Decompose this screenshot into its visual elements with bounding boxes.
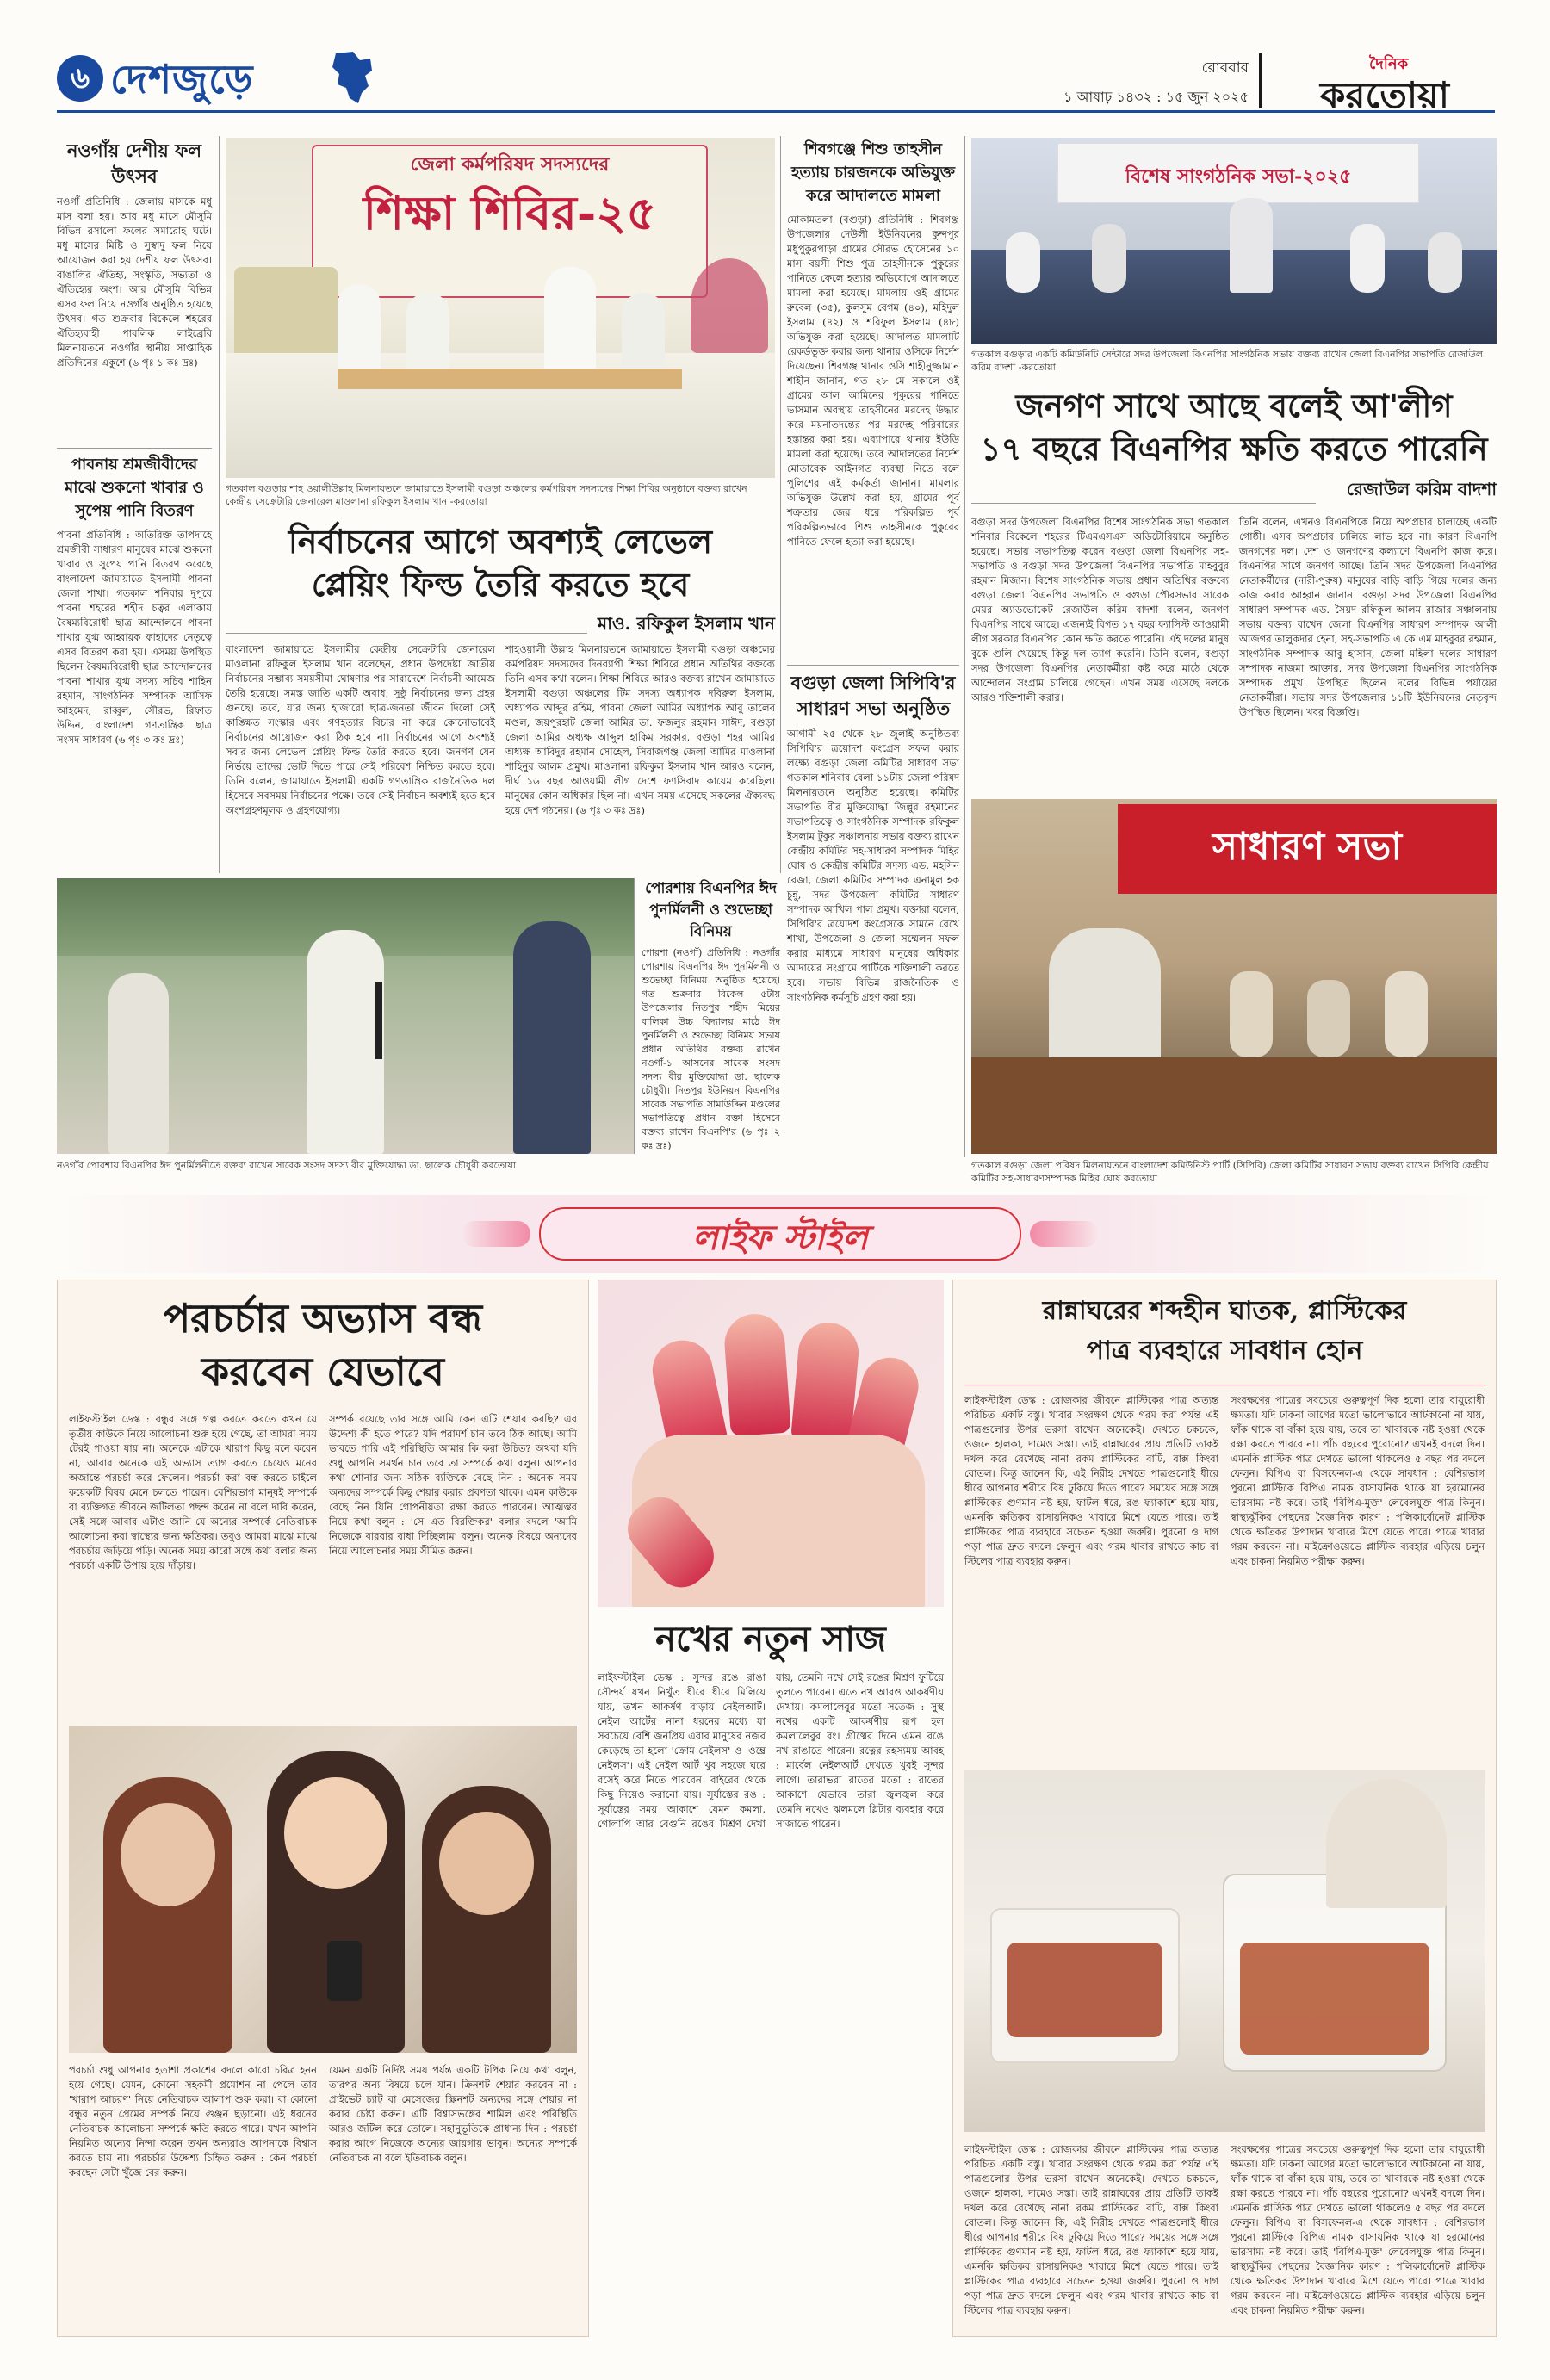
story-body-col: বগুড়া সদর উপজেলা বিএনপির বিশেষ সাংগঠনিক সভা গতকাল শনিবার বিকেলে শহরের টিএমএসএস অডিটোরিয়ামে অনুষ্ঠিত হয়েছে। সভায় সভাপতিত্ব করেন বগুড়া জেলা বিএনপির সহ-সভাপতি ও বগুড়া সদর উপজেলা বিএনপির সভাপতি মাহবুবুর রহমান মিজান। বিশেষ সাংগঠনিক সভায় প্রধান অতিথির বক্তব্যে বগুড়া জেলা বিএনপির সভাপতি ও বগুড়া পৌরসভার সাবেক মেয়র অ্যাডভোকেট রেজাউল করিম বাদশা বলেন, জনগণ বিএনপির সাথে আছে। এজন্যই বিগত ১৭ বছর ফ্যাসিস্ট আওয়ামী লীগ সরকার বিএনপির কোন ক্ষতি করতে পারেনি। এই দলের মানুষ বুকে গুলি খেয়েছে কিন্তু দল ত্যাগ করেনি। তিনি বলেন, বগুড়া সদর উপজেলা বিএনপির নেতাকর্মীরা কষ্ট করে মাঠে থেকে আন্দোলন সংগ্রাম চালিয়ে গেছেন। এখন সময় এসেছে দলকে আরও শক্তিশালী করার। [971, 516, 1229, 703]
photo-caption: গতকাল বগুড়া জেলা পরিষদ মিলনায়তনে বাংলাদেশ কমিউনিস্ট পার্টি (সিপিবি) জেলা কমিটির সাধারণ সভায় বক্তব্য রাখেন সিপিবি কেন্দ্রীয় কমিটির সহ-সাধারণসম্পাদক মিহির ঘোষ করতোয়া [971, 1160, 1489, 1184]
photo-caption: নওগাঁর পোরশায় বিএনপির ঈদ পুনর্মিলনীতে বক্তব্য রাখেন সাবেক সংসদ সদস্য বীর মুক্তিযোদ্ধা ডা. ছালেক চৌধুরী করতোয়া [57, 1160, 517, 1171]
photo-nail-art [598, 1280, 944, 1607]
story-body-col: লাইফস্টাইল ডেস্ক : বন্ধুর সঙ্গে গল্প করতে করতে কখন যে তৃতীয় কাউকে নিয়ে আলোচনা শুরু হয়ে গেছে, তা আমরা সময় টেরই পাওয়া যায় না। অনেকে এটাকে খারাপ কিছু মনে করেন না, আবার অনেকে এই অভ্যাস ত্যাগ করতে চেয়েও মনের অজান্তে পরচর্চা করে ফেলেন। পরচর্চা করা বন্ধ করতে চাইলে কয়েকটি বিষয় মেনে চলতে পারেন। বেশিরভাগ মানুষই সম্পর্কে বা ব্যক্তিগত জীবনে জটিলতা পছন্দ করেন না বলে দাবি করেন, সেই সঙ্গে আবার এটাও জানি যে অন্যের সম্পর্কে নেতিবাচক আলোচনা করা স্বাস্থ্যের জন্য ক্ষতিকর। তবুও আমরা মাঝে মাঝে পরচর্চায় জড়িয়ে পড়ি। অনেক সময় কারো সঙ্গে কথা বলার জন্য পরচর্চা একটি উপায় হয়ে দাঁড়ায়। [69, 1413, 317, 1571]
headline-line2: ১৭ বছরে বিএনপির ক্ষতি করতে পারেনি [980, 430, 1488, 468]
photo-education-camp [226, 138, 775, 478]
story-body: পাবনা প্রতিনিধি : অতিরিক্ত তাপদাহে শ্রমজীবী সাধারণ মানুষের মাঝে শুকনো খাবার ও সুপেয় পানি বিতরণ করেছে বাংলাদেশ জামায়াতে ইসলামী পাবনা জেলা শাখা। গতকাল শনিবার দুপুরে পাবনা শহরের শহীদ চত্বর এলাকায় বৈষম্যবিরোধী ছাত্র আন্দোলনে পাবনা শাখার যুগ্ম আহ্বায়ক ফাহাদের নেতৃত্বে এসব বিতরণ করা হয়। এসময় উপস্থিত ছিলেন বৈষম্যবিরোধী ছাত্র আন্দোলনের পাবনা শাখার যুগ্ম সদস্য সচিব শাহিন রহমান, সাংগঠনিক সম্পাদক আসিফ আহমেদ, রাব্বুল, সৌরভ, রিফাত উদ্দিন, বাংলাদেশ গণতান্ত্রিক ছাত্র সংসদ সাধারণ (৬ পৃঃ ৩ কঃ দ্রঃ) [57, 529, 212, 746]
lifestyle-banner [57, 1195, 1497, 1273]
issue-day: রোববার [1201, 59, 1249, 77]
photo-bnp-meeting [971, 138, 1497, 344]
story-title: বগুড়া জেলা সিপিবি'র সাধারণ সভা অনুষ্ঠিত [790, 672, 956, 719]
story-body-col: বাংলাদেশ জামায়াতে ইসলামীর কেন্দ্রীয় সেক্রেটারি জেনারেল মাওলানা রফিকুল ইসলাম খান বলেছেন, প্রধান উপদেষ্টা জাতীয় নির্বাচনের সম্ভাব্য সময়সীমা ঘোষণার পর সারাদেশে নির্বাচনী আমেজ তৈরি হয়েছে। সমস্ত জাতি একটি অবাধ, সুষ্ঠু নির্বাচনের জন্য প্রহর গুনছে। তবে, যার জন্য হাজারো ছাত্র-জনতা জীবন দিলো সেই কাঙ্ক্ষিত সংস্কার এবং গণহত্যার বিচার না করে কোনোভাবেই নির্বাচনের আয়োজন করা ঠিক হবে না। নির্বাচনের আগে অবশ্যই সবার জন্য লেভেল প্লেয়িং ফিল্ড তৈরি করতে হবে। জনগণ যেন নির্ভয়ে তাদের ভোট দিতে পারে সেই পরিবেশ নিশ্চিত করতে হবে। তিনি বলেন, জামায়াতে ইসলামী একটি গণতান্ত্রিক রাজনৈতিক দল হিসেবে সবসময় নির্বাচনের পক্ষে। তবে সেই নির্বাচন অবশ্যই হতে হবে অংশগ্রহণমূলক ও গ্রহণযোগ্য। [226, 643, 495, 816]
page-number: ৬ [70, 61, 90, 96]
photo-women-gossiping [69, 1726, 577, 2053]
story-body: মোকামতলা (বগুড়া) প্রতিনিধি : শিবগঞ্জ উপজেলার দেউলী ইউনিয়নের কুন্দপুর মধুপুকুরপাড়া গ্রামের সৌরভ হোসেনের ১০ মাস বয়সী শিশু পুত্র তাহসীনকে পুকুরের পানিতে ফেলে হত্যার অভিযোগে আদালতে মামলা করা হয়েছে। মামলায় ওই গ্রামের রুবেল (৩৫), কুলসুম বেগম (৪০), মহিদুল ইসলাম (৪২) ও শরিফুল ইসলাম (৪৮) অভিযুক্ত করা হয়েছে। আদালত মামলাটি রেকর্ডভুক্ত করার জন্য থানার ওসিকে নির্দেশ দিয়েছেন। শিবগঞ্জ থানার ওসি শাহীনুজ্জামান শাহীন জানান, গত ২৮ মে সকালে ওই গ্রামের আল আমিনের পুকুরের পানিতে ভাসমান অবস্থায় তাহসীনের মরদেহ উদ্ধার করে ময়নাতদন্তের পর মরদেহ পরিবারের হস্তান্তর করা হয়। এব্যাপারে থানায় ইউডি মামলা করা হয়েছে। তবে আদালতের নির্দেশ মোতাবেক আইনগত ব্যবস্থা নিতে বলে পুলিশের এই কর্মকর্তা জানান। মামলার অভিযুক্ত উল্লেখ করা হয়, গ্রামের পূর্ব শত্রুতার জের ধরে পরিকল্পিত পূর্ব পরিকল্পিতভাবে শিশু তাহসীনকে পুকুরের পানিতে ফেলে হত্যা করা হয়েছে। [787, 214, 959, 548]
story-body-col: সম্পর্ক রয়েছে তার সঙ্গে আমি কেন এটি শেয়ার করছি? এর উদ্দেশ্য কী হতে পারে? যদি পরামর্শ চান তবে ঠিক আছে। আমি ভাবতে পারি এই পরিস্থিতি আমার কি করা উচিত? অথবা যদি শুধু আপনি সমর্থন চান তবে তা সম্পর্কে কথা বলুন। আপনার কথা শোনার জন্য সঠিক ব্যক্তিকে বেছে নিন : অনেক সময় অন্যদের সম্পর্কে কিছু শেয়ার করার প্রবণতা থাকে। এমন কাউকে বেছে নিন যিনি গোপনীয়তা রক্ষা করতে পারবেন। আত্মম্ভর নিয়ে কথা বলুন : 'সে এত বিরক্তিকর' বলার বদলে 'আমি নিজেকে বারবার বাধা দিচ্ছিলাম' বলুন। অনেক বিষয়ে অন্যদের নিয়ে আলোচনার সময় সীমিত করুন। [329, 1413, 577, 1557]
paper-name-small: দৈনিক [1369, 55, 1409, 73]
story-body-col: যেমন একটি নির্দিষ্ট সময় পর্যন্ত একটি টপিক নিয়ে কথা বলুন, তারপর অন্য বিষয়ে চলে যান। ক্রিনশট শেয়ার করবেন না : প্রাইভেট চ্যাট বা মেসেজের স্ক্রিনশট অন্যদের সঙ্গে শেয়ার না করার চেষ্টা করুন। এটি বিশ্বাসভঙ্গের শামিল এবং পরিস্থিতি আরও জটিল করে তোলে। সহানুভূতিকে প্রাধান্য দিন : পরচর্চা করার আগে নিজেকে অন্যের জায়গায় ভাবুন। অন্যের সম্পর্কে নেতিবাচক না বলে ইতিবাচক বলুন। [329, 2064, 577, 2164]
bangladesh-map-icon [327, 50, 375, 105]
photo-caption: গতকাল বগুড়ার শাহ ওয়ালীউল্লাহ মিলনায়তনে জামায়াতে ইসলামী বগুড়া অঞ্চলের কর্মপরিষদ সদস্যদের শিক্ষা শিবির অনুষ্ঠানে বক্তব্য রাখেন কেন্দ্রীয় সেক্রেটারি জেনারেল মাওলানা রফিকুল ইসলাম খান -করতোয়া [226, 483, 747, 507]
paper-logo: করতোয়া [1320, 74, 1449, 116]
story-body-col: পরচর্চা শুধু আপনার হতাশা প্রকাশের বদলে কারো চরিত্র হনন হয়ে গেছে। যেমন, কোনো সহকর্মী প্রমোশন না পেলে তার 'খারাপ আচরণ' নিয়ে নেতিবাচক আলাপ শুরু করা। বা কোনো বন্ধুর নতুন প্রেমের সম্পর্ক নিয়ে গুঞ্জন ছড়ানো। এই ধরনের নেতিবাচক আলোচনা সম্পর্কে ক্ষতি করতে পারে। যখন আপনি নিয়মিত অন্যের নিন্দা করেন তখন অন্যরাও আপনাকে বিশ্বাস করতে চায় না। পরচর্চার উদ্দেশ্য চিহ্নিত করুন : কেন পরচর্চা করছেন সেটা খুঁজে বের করুন। [69, 2064, 317, 2179]
issue-date: ১ আষাঢ় ১৪৩২ : ১৫ জুন ২০২৫ [1063, 89, 1249, 105]
story-body: লাইফস্টাইল ডেস্ক : সুন্দর রঙে রাঙা সৌন্দর্য যখন নিখুঁত ধীরে ধীরে মিলিয়ে যায়, তখন আকর্ষণ বাড়ায় নেইলআর্ট। নেইল আর্টের নানা ধরনের মধ্যে যা সবচেয়ে বেশি জনপ্রিয় এবার মানুষের নজর কেড়েছে তা হলো 'ক্রোম নেইলস' ও 'ওম্ব্রে নেইলস'। এই নেইল আর্ট খুব সহজে ঘরে বসেই করে নিতে পারবেন। বাইরের থেকে কিছু নিয়েও করানো যায়। সূর্যাস্তের রঙ : সূর্যাস্তের সময় আকাশে যেমন কমলা, গোলাপি আর বেগুনি রঙের মিশ্রণ দেখা যায়, তেমনি নখে সেই রঙের মিশ্রণ ফুটিয়ে তুলতে পারেন। এতে নখ আরও আকর্ষণীয় দেখায়। কমলালেবুর মতো সতেজ : সুস্থ নখের একটি আকর্ষণীয় রূপ হল কমলালেবুর রং। গ্রীষ্মের দিনে এমন রঙে নখ রাঙাতে পারেন। রত্নের রহস্যময় আবহ : মার্বেল নেইলআর্ট দেখতে খুবই সুন্দর লাগে। তারাভরা রাতের মতো : রাতের আকাশে যেভাবে তারা জ্বলজ্বল করে তেমনি নখেও ঝলমলে গ্লিটার ব্যবহার করে সাজাতে পারেন। [598, 1671, 944, 1830]
page-number-badge [57, 55, 103, 102]
banner-text: জেলা কর্মপরিষদ সদস্যদের [410, 153, 610, 176]
photo-plastic-container [964, 1770, 1485, 2132]
story-body-col: লাইফস্টাইল ডেস্ক : রোজকার জীবনে প্লাস্টিকের পাত্র অত্যন্ত পরিচিত একটি বস্তু। খাবার সংরক্ষণ থেকে গরম করা পর্যন্ত এই পাত্রগুলোর উপর ভরসা রাখেন অনেকেই। দেখতে চকচকে, ওজনে হালকা, দামেও সস্তা। তাই রান্নাঘরের প্রায় প্রতিটি তাকই দখল করে রেখেছে নানা রকম প্লাস্টিকের বাটি, বাক্স কিংবা বোতল। কিন্তু জানেন কি, এই নিরীহ দেখতে পাত্রগুলোই ধীরে ধীরে আপনার শরীরে বিষ ঢুকিয়ে দিতে পারে? সময়ের সঙ্গে সঙ্গে প্লাস্টিকের গুণমান নষ্ট হয়, ফাটল ধরে, রঙ ফ্যাকাশে হয়ে যায়, এমনকি ক্ষতিকর রাসায়নিকও খাবারে মিশে যেতে পারে। তাই প্লাস্টিকের পাত্র ব্যবহারে সচেতন হওয়া জরুরি। পুরনো ও দাগ পড়া পাত্র দ্রুত বদলে ফেলুন এবং গরম খাবার রাখতে কাচ বা স্টিলের পাত্র ব্যবহার করুন। [964, 1394, 1218, 1567]
headline-line1: রান্নাঘরের শব্দহীন ঘাতক, প্লাস্টিকের [1042, 1296, 1407, 1326]
headline-line1: পরচর্চার অভ্যাস বন্ধ [163, 1295, 483, 1342]
story-body: আগামী ২৫ থেকে ২৮ জুলাই অনুষ্ঠিতব্য সিপিবি'র ত্রয়োদশ কংগ্রেস সফল করার লক্ষ্যে বগুড়া জেলা কমিটির সাধারণ সভা গতকাল শনিবার বেলা ১১টায় জেলা পরিষদ মিলনায়তনে অনুষ্ঠিত হয়েছে। কমিটির সভাপতি বীর মুক্তিযোদ্ধা জিল্লুর রহমানের সভাপতিত্বে ও সাংগঠনিক সম্পাদক রফিকুল ইসলাম টুকুর সঞ্চালনায় সভায় বক্তব্য রাখেন কেন্দ্রীয় কমিটির সহ-সাধারণ সম্পাদক মিহির ঘোষ ও কেন্দ্রীয় কমিটির সদস্য এড. মহসিন রেজা, জেলা কমিটির সম্পাদক এনামুল হক চুন্নু, সদর উপজেলা কমিটির সাধারণ সম্পাদক আখিল পাল প্রমুখ। বক্তারা বলেন, সিপিবি'র ত্রয়োদশ কংগ্রেসকে সামনে রেখে শাখা, উপজেলা ও জেলা সম্মেলন সফল করার মাধ্যমে সাধারণ মানুষের অধিকার আদায়ের সংগ্রামে পার্টিকে শক্তিশালী করতে হবে। সভায় বিভিন্ন রাজনৈতিক ও সাংগঠনিক কর্মসূচি গ্রহণ করা হয়। [787, 728, 959, 1003]
headline-line2: প্লেয়িং ফিল্ড তৈরি করতে হবে [311, 565, 690, 604]
photo-caption: গতকাল বগুড়ার একটি কমিউনিটি সেন্টারে সদর উপজেলা বিএনপির সাংগঠনিক সভায় বক্তব্য রাখেন জেলা বিএনপির সভাপতি রেজাউল করিম বাদশা -করতোয়া [971, 349, 1484, 373]
story-title: নওগাঁয় দেশীয় ফল উৎসব [66, 139, 202, 187]
masthead [0, 0, 1550, 136]
headline-line1: নির্বাচনের আগে অবশ্যই লেভেল [288, 522, 713, 561]
headline-line1: জনগণ সাথে আছে বলেই আ'লীগ [1015, 387, 1453, 425]
story-title: নখের নতুন সাজ [655, 1619, 886, 1659]
story-body-col: তিনি বলেন, এখনও বিএনপিকে নিয়ে অপপ্রচার চালাচ্ছে একটি গোষ্ঠী। এসব অপপ্রচার চালিয়ে লাভ হবে না। কারণ বিএনপি জনগণের দল। দেশ ও জনগণের কল্যাণে বিএনপি কাজ করে। বিএনপির সাথে জনগণ আছে। তিনি সদর উপজেলা বিএনপির নেতাকর্মীদের (নারী-পুরুষ) মানুষের বাড়ি বাড়ি গিয়ে দলের জন্য কাজ করার আহ্বান জানান। বগুড়া সদর উপজেলা বিএনপির সাধারণ সম্পাদক এড. সৈয়দ রফিকুল আলম রাজার সঞ্চালনায় সভায় বক্তব্য রাখেন জেলা বিএনপির সাধারণ সম্পাদক আলী আজগর তালুকদার হেনা, সহ-সভাপতি এ কে এম মাহবুবর রহমান, সাংগঠনিক সম্পাদক আবু হাসান, জেলা মহিলা দলের সাধারণ সম্পাদক নাজমা আক্তার, সদর উপজেলা বিএনপির সাংগঠনিক সম্পাদক প্রমুখ। উপস্থিত ছিলেন দলের বিভিন্ন পর্যায়ের নেতাকর্মীরা। সভায় সদর উপজেলার ১১টি ইউনিয়নের নেতৃবৃন্দ উপস্থিত ছিলেন। খবর বিজ্ঞপ্তি। [1239, 516, 1497, 718]
lifestyle-title: লাইফ স্টাইল [692, 1218, 868, 1258]
story-body-col: লাইফস্টাইল ডেস্ক : রোজকার জীবনে প্লাস্টিকের পাত্র অত্যন্ত পরিচিত একটি বস্তু। খাবার সংরক্ষণ থেকে গরম করা পর্যন্ত এই পাত্রগুলোর উপর ভরসা রাখেন অনেকেই। দেখতে চকচকে, ওজনে হালকা, দামেও সস্তা। তাই রান্নাঘরের প্রায় প্রতিটি তাকই দখল করে রেখেছে নানা রকম প্লাস্টিকের বাটি, বাক্স কিংবা বোতল। কিন্তু জানেন কি, এই নিরীহ দেখতে পাত্রগুলোই ধীরে ধীরে আপনার শরীরে বিষ ঢুকিয়ে দিতে পারে? সময়ের সঙ্গে সঙ্গে প্লাস্টিকের গুণমান নষ্ট হয়, ফাটল ধরে, রঙ ফ্যাকাশে হয়ে যায়, এমনকি ক্ষতিকর রাসায়নিকও খাবারে মিশে যেতে পারে। তাই প্লাস্টিকের পাত্র ব্যবহারে সচেতন হওয়া জরুরি। পুরনো ও দাগ পড়া পাত্র দ্রুত বদলে ফেলুন এবং গরম খাবার রাখতে কাচ বা স্টিলের পাত্র ব্যবহার করুন। [964, 2143, 1218, 2316]
banner-title: শিক্ষা শিবির-২৫ [363, 185, 657, 240]
story-body: নওগাঁ প্রতিনিধি : জেলায় মাসকে মধু মাস বলা হয়। আর মধু মাসে মৌসুমি বিভিন্ন রসালো ফলের সমারোহ ঘটে। মধু মাসের মিষ্টি ও সুস্বাদু ফল নিয়ে আয়োজন করা হয় দেশীয় ফল উৎসব। বাঙালির ঐতিহ্য, সংস্কৃতি, সভ্যতা ও ঐতিহ্যের অংশ। আর মৌসুমি বিভিন্ন এসব ফল নিয়ে নওগাঁয় অনুষ্ঠিত হয়েছে উৎসব। গত শুক্রবার বিকেলে শহরের ঐতিহ্যবাহী পাবলিক লাইব্রেরি মিলনায়তনে নওগাঁর স্থানীয় সাপ্তাহিক প্রতিদিনের একুশে (৬ পৃঃ ১ কঃ দ্রঃ) [57, 195, 212, 369]
banner-text: সাধারণ সভা [1212, 825, 1402, 869]
section-title: দেশজুড়ে [110, 56, 254, 102]
story-title: পোরশায় বিএনপির ঈদ পুনর্মিলনী ও শুভেচ্ছা বিনিময় [645, 880, 777, 940]
story-title: শিবগঞ্জে শিশু তাহসীন হত্যায় চারজনকে অভিযুক্ত করে আদালতে মামলা [790, 140, 956, 205]
story-body: পোরশা (নওগাঁ) প্রতিনিধি : নওগাঁর পোরশায় বিএনপির ঈদ পুনর্মিলনী ও শুভেচ্ছা বিনিময় অনুষ্ঠিত হয়েছে। গত শুক্রবার বিকেল ৫টায় উপজেলার নিতপুর শহীদ মিয়ের বালিকা উচ্চ বিদ্যালয় মাঠে ঈদ পুনর্মিলনী ও শুভেচ্ছা বিনিময় সভায় প্রধান অতিথির বক্তব্য রাখেন নওগাঁ-১ আসনের সাবেক সংসদ সদস্য বীর মুক্তিযোদ্ধা ডা. ছালেক চৌধুরী। নিতপুর ইউনিয়ন বিএনপির সাবেক সভাপতি সামাউদ্দিন মণ্ডলের সভাপতিত্বে প্রধান বক্তা হিসেবে বক্তব্য রাখেন বিএনপি'র (৬ পৃঃ ২ কঃ দ্রঃ) [642, 947, 780, 1151]
story-body-col: সংরক্ষণের পাত্রের সবচেয়ে গুরুত্বপূর্ণ দিক হলো তার বায়ুরোধী ক্ষমতা। যদি ঢাকনা আগের মতো ভালোভাবে আটকানো না যায়, ফাঁক থাকে বা বাঁকা হয়ে যায়, তবে তা খাবারকে নষ্ট হওয়া থেকে রক্ষা করতে পারবে না। পাঁচ বছরের পুরোনো? এখনই বদলে দিন। এমনকি প্লাস্টিক পাত্র দেখতে ভালো থাকলেও ৫ বছর পর বদলে ফেলুন। বিপিএ বা বিসফেনল-এ থেকে সাবধান : বেশিরভাগ পুরনো প্লাস্টিকে বিপিএ নামক রাসায়নিক থাকে যা হরমোনের ভারসাম্য নষ্ট করে। তাই 'বিপিএ-মুক্ত' লেবেলযুক্ত পাত্র কিনুন। স্বাস্থ্যঝুঁকির পেছনের বৈজ্ঞানিক কারণ : পলিকার্বোনেট প্লাস্টিক থেকে ক্ষতিকর উপাদান খাবারে মিশে যেতে পারে। পাত্রে খাবার গরম করবেন না। মাইক্রোওয়েভে প্লাস্টিক ব্যবহার এড়িয়ে চলুন এবং চাকনা নিয়মিত পরীক্ষা করুন। [1231, 2143, 1485, 2316]
headline-line2: করবেন যেভাবে [202, 1348, 444, 1395]
headline-line2: পাত্র ব্যবহারে সাবধান হোন [1086, 1336, 1363, 1366]
story-body-col: শাহওয়ালী উল্লাহ মিলনায়তনে জামায়াতে ইসলামী বগুড়া অঞ্চলের কর্মপরিষদ সদস্যদের দিনব্যাপী শিক্ষা শিবিরে প্রধান অতিথির বক্তব্যে তিনি এসব কথা বলেন। শিক্ষা শিবিরে আরও বক্তব্য রাখেন জামায়াতে ইসলামী বগুড়া অঞ্চলের টিম সদস্য অধ্যাপক দবিরুল ইসলাম, অধ্যাপক আব্দুর রহিম, পাবনা জেলা আমির অধ্যাপক আবু তালেব মণ্ডল, জয়পুরহাট জেলা আমির ডা. ফজলুর রহমান সাঈদ, বগুড়া জেলা আমির অধ্যক্ষ আব্দুল হাকিম সরকার, বগুড়া শহর আমির অধ্যক্ষ আবিদুর রহমান সোহেল, সিরাজগঞ্জ জেলা আমির মাওলানা শাহিনুর আলম প্রমুখ। মাওলানা রফিকুল ইসলাম খান আরও বলেন, দীর্ঘ ১৬ বছর আওয়ামী লীগ দেশে ফ্যাসিবাদ কায়েম করেছিল। মানুষের কোন অধিকার ছিল না। এখন সময় এসেছে সকলের ঐক্যবদ্ধ হয়ে দেশ গঠনের। (৬ পৃঃ ৩ কঃ দ্রঃ) [505, 643, 775, 816]
story-title: পাবনায় শ্রমজীবীদের মাঝে শুকনো খাবার ও সুপেয় পানি বিতরণ [65, 456, 204, 520]
photo-cpb-meeting [971, 799, 1497, 1154]
story-body-col: সংরক্ষণের পাত্রের সবচেয়ে গুরুত্বপূর্ণ দিক হলো তার বায়ুরোধী ক্ষমতা। যদি ঢাকনা আগের মতো ভালোভাবে আটকানো না যায়, ফাঁক থাকে বা বাঁকা হয়ে যায়, তবে তা খাবারকে নষ্ট হওয়া থেকে রক্ষা করতে পারবে না। পাঁচ বছরের পুরোনো? এখনই বদলে দিন। এমনকি প্লাস্টিক পাত্র দেখতে ভালো থাকলেও ৫ বছর পর বদলে ফেলুন। বিপিএ বা বিসফেনল-এ থেকে সাবধান : বেশিরভাগ পুরনো প্লাস্টিকে বিপিএ নামক রাসায়নিক থাকে যা হরমোনের ভারসাম্য নষ্ট করে। তাই 'বিপিএ-মুক্ত' লেবেলযুক্ত পাত্র কিনুন। স্বাস্থ্যঝুঁকির পেছনের বৈজ্ঞানিক কারণ : পলিকার্বোনেট প্লাস্টিক থেকে ক্ষতিকর উপাদান খাবারে মিশে যেতে পারে। পাত্রে খাবার গরম করবেন না। মাইক্রোওয়েভে প্লাস্টিক ব্যবহার এড়িয়ে চলুন এবং চাকনা নিয়মিত পরীক্ষা করুন। [1231, 1394, 1485, 1567]
byline: রেজাউল করিম বাদশা [1346, 479, 1497, 499]
banner-text: বিশেষ সাংগঠনিক সভা-২০২৫ [1125, 165, 1352, 188]
byline: মাও. রফিকুল ইসলাম খান [597, 613, 775, 634]
